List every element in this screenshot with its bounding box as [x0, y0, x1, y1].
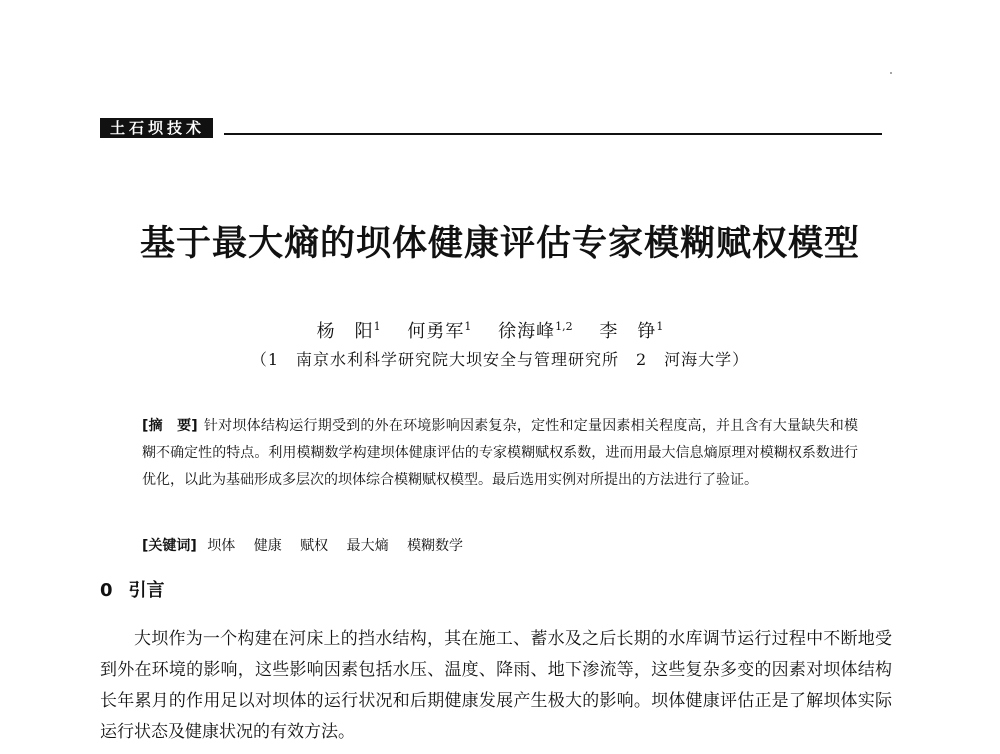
- author-affil-mark: 1,2: [555, 320, 573, 333]
- keyword: 健康: [253, 538, 282, 554]
- body-paragraph: 大坝作为一个构建在河床上的挡水结构，其在施工、蓄水及之后长期的水库调节运行过程中不断地受到外在环境的影响，这些影响因素包括水压、温度、降雨、地下渗流等，这些复杂多变的因素对坝体结构长年累月的作用足以对坝体的运行状况和后期健康发展产生极大的影响。坝体健康评估正是了解坝体实际运行状态及健康状况的有效方法。: [100, 629, 892, 742]
- section-title: 引言: [128, 580, 165, 601]
- abstract-text: 针对坝体结构运行期受到的外在环境影响因素复杂，定性和定量因素相关程度高，并且含有大量缺失和模糊不确定性的特点。利用模糊数学构建坝体健康评估的专家模糊赋权系数，进而用最大信息熵原理对模糊权系数进行优化，以此为基础形成多层次的坝体综合模糊赋权模型。最后选用实例对所提出的方法进行了验证。: [142, 418, 859, 488]
- author-name: 杨 阳: [316, 321, 374, 342]
- author-name: 徐海峰: [498, 321, 556, 342]
- author-affil-mark: 1: [656, 320, 664, 333]
- keyword: 赋权: [300, 538, 329, 554]
- section-number: 0: [100, 580, 113, 601]
- header-rule: [224, 133, 882, 135]
- abstract-label: [摘 要]: [142, 418, 198, 434]
- scan-speck: [890, 72, 892, 74]
- author-affil-mark: 1: [464, 320, 472, 333]
- keyword: 模糊数学: [407, 538, 464, 554]
- keywords-label: [关键词]: [142, 538, 197, 554]
- paper-title: 基于最大熵的坝体健康评估专家模糊赋权模型: [139, 224, 860, 264]
- section-heading: [100, 578, 165, 604]
- keyword: 坝体: [207, 538, 236, 554]
- author-name: 李 铮: [599, 321, 657, 342]
- abstract: [142, 413, 858, 494]
- section-tag: 土石坝技术: [100, 118, 213, 138]
- author-name: 何勇军: [407, 321, 465, 342]
- author-list: [60, 315, 940, 344]
- keyword: 最大熵: [346, 538, 389, 554]
- keywords: [142, 534, 858, 558]
- affiliations: （1 南京水利科学研究院大坝安全与管理研究所 2 河海大学）: [250, 350, 750, 369]
- author-affil-mark: 1: [373, 320, 381, 333]
